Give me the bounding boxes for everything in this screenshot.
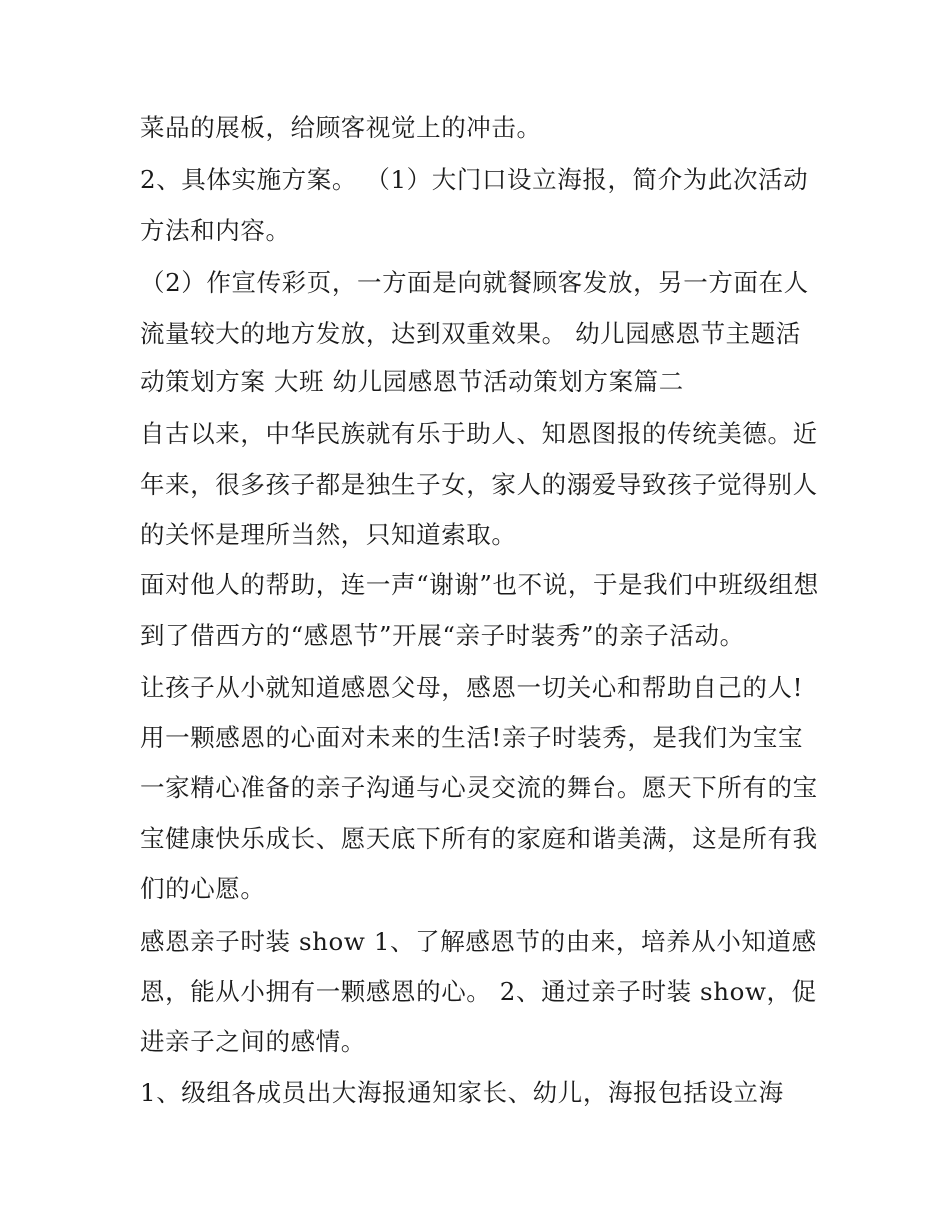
text-line-9: 的关怀是理所当然，只知道索取。 — [140, 520, 517, 549]
text-line-7: 自古以来，中华民族就有乐于助人、知恩图报的传统美德。近 — [140, 419, 818, 448]
text-line-1: 菜品的展板，给顾客视觉上的冲击。 — [140, 113, 542, 142]
text-line-4: （2）作宣传彩页，一方面是向就餐顾客发放，另一方面在人 — [140, 268, 809, 297]
text-line-12: 让孩子从小就知道感恩父母，感恩一切关心和帮助自己的人! — [140, 673, 804, 702]
text-line-2: 2、具体实施方案。 （1）大门口设立海报，简介为此次活动 — [140, 165, 809, 194]
text-line-14: 一家精心准备的亲子沟通与心灵交流的舞台。愿天下所有的宝 — [140, 773, 818, 802]
text-line-17: 感恩亲子时装 show 1、了解感恩节的由来，培养从小知道感 — [140, 927, 817, 956]
text-line-10: 面对他人的帮助，连一声“谢谢”也不说，于是我们中班级组想 — [140, 570, 819, 599]
text-line-16: 们的心愿。 — [140, 874, 266, 903]
text-line-15: 宝健康快乐成长、愿天底下所有的家庭和谐美满，这是所有我 — [140, 824, 818, 853]
text-line-18: 恩，能从小拥有一颗感恩的心。 2、通过亲子时装 show，促 — [140, 977, 817, 1006]
text-line-8: 年来，很多孩子都是独生子女，家人的溺爱导致孩子觉得别人 — [140, 470, 818, 499]
text-line-6: 动策划方案 大班 幼儿园感恩节活动策划方案篇二 — [140, 367, 684, 396]
text-line-19: 进亲子之间的感情。 — [140, 1027, 366, 1056]
text-line-11: 到了借西方的“感恩节”开展“亲子时装秀”的亲子活动。 — [140, 621, 745, 650]
text-line-5: 流量较大的地方发放，达到双重效果。 幼儿园感恩节主题活 — [140, 319, 801, 348]
text-line-20: 1、级组各成员出大海报通知家长、幼儿，海报包括设立海 — [140, 1078, 784, 1107]
text-line-3: 方法和内容。 — [140, 216, 291, 245]
text-line-13: 用一颗感恩的心面对未来的生活!亲子时装秀，是我们为宝宝 — [140, 723, 804, 752]
